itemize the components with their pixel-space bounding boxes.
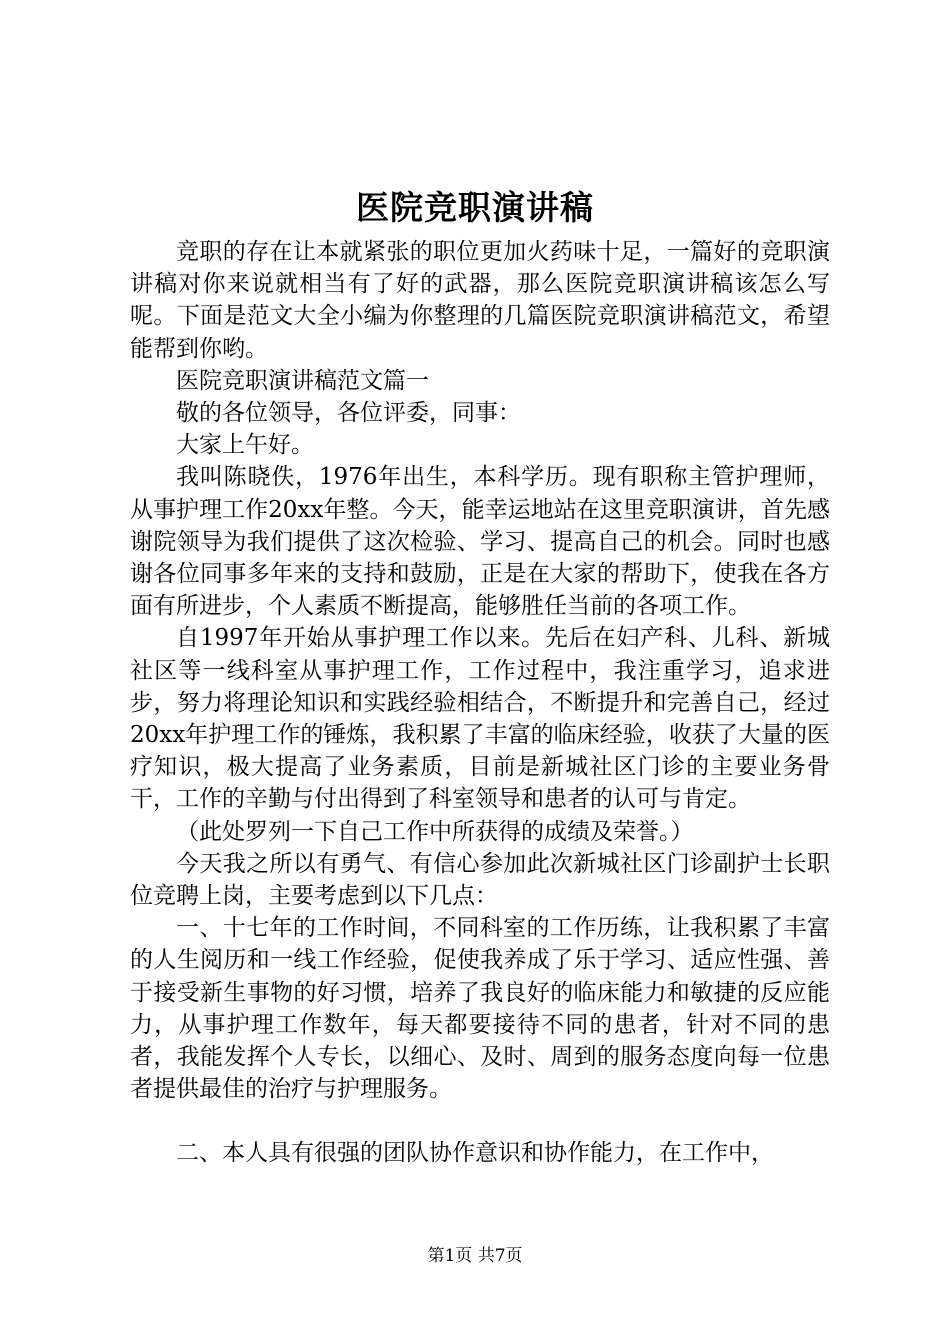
paragraph-reason-two: 二、本人具有很强的团队协作意识和协作能力，在工作中， <box>176 1140 774 1167</box>
paragraph-intro: 竞职的存在让本就紧张的职位更加火药味十足，一篇好的竞职演讲稿对你来说就相当有了好的武器，那么医院竞职演讲稿该怎么写呢。下面是范文大全小编为你整理的几篇医院竞职演讲稿范文，希望能帮到你哟。 <box>130 239 830 362</box>
paragraph-reason-one: 一、十七年的工作时间，不同科室的工作历练，让我积累了丰富的人生阅历和一线工作经验，促使我养成了乐于学习、适应性强、善于接受新生事物的好习惯，培养了我良好的临床能力和敏捷的反应能力，从事护理工作数年，每天都要接待不同的患者，针对不同的患者，我能发挥个人专长，以细心、及时、周到的服务态度向每一位患者提供最佳的治疗与护理服务。 <box>130 915 830 1103</box>
page-footer: 第1页 共7页 <box>427 1246 523 1266</box>
document-title: 医院竞职演讲稿 <box>356 188 594 227</box>
paragraph-heading: 医院竞职演讲稿范文篇一 <box>176 367 429 394</box>
paragraph-salutation: 敬的各位领导，各位评委，同事： <box>176 400 521 427</box>
paragraph-experience: 自1997年开始从事护理工作以来。先后在妇产科、儿科、新城社区等一线科室从事护理工作，工作过程中，我注重学习，追求进步，努力将理论知识和实践经验相结合，不断提升和完善自己，经过20xx年护理工作的锤炼，我积累了丰富的临床经验，收获了大量的医疗知识，极大提高了业务素质，目前是新城社区门诊的主要业务骨干，工作的辛勤与付出得到了科室领导和患者的认可与肯定。 <box>130 625 830 813</box>
paragraph-honors-note: （此处罗列一下自己工作中所获得的成绩及荣誉。） <box>176 818 694 845</box>
document-body <box>130 236 830 1170</box>
paragraph-self-intro: 我叫陈晓佚，1976年出生，本科学历。现有职称主管护理师，从事护理工作20xx年整。今天，能幸运地站在这里竞职演讲，首先感谢院领导为我们提供了这次检验、学习、提高自己的机会。同时也感谢各位同事多年来的支持和鼓励，正是在大家的帮助下，使我在各方面有所进步，个人素质不断提高，能够胜任当前的各项工作。 <box>130 464 830 620</box>
paragraph-greeting: 大家上午好。 <box>176 432 314 459</box>
paragraph-reasons-intro: 今天我之所以有勇气、有信心参加此次新城社区门诊副护士长职位竞聘上岗，主要考虑到以下几点： <box>130 850 830 910</box>
